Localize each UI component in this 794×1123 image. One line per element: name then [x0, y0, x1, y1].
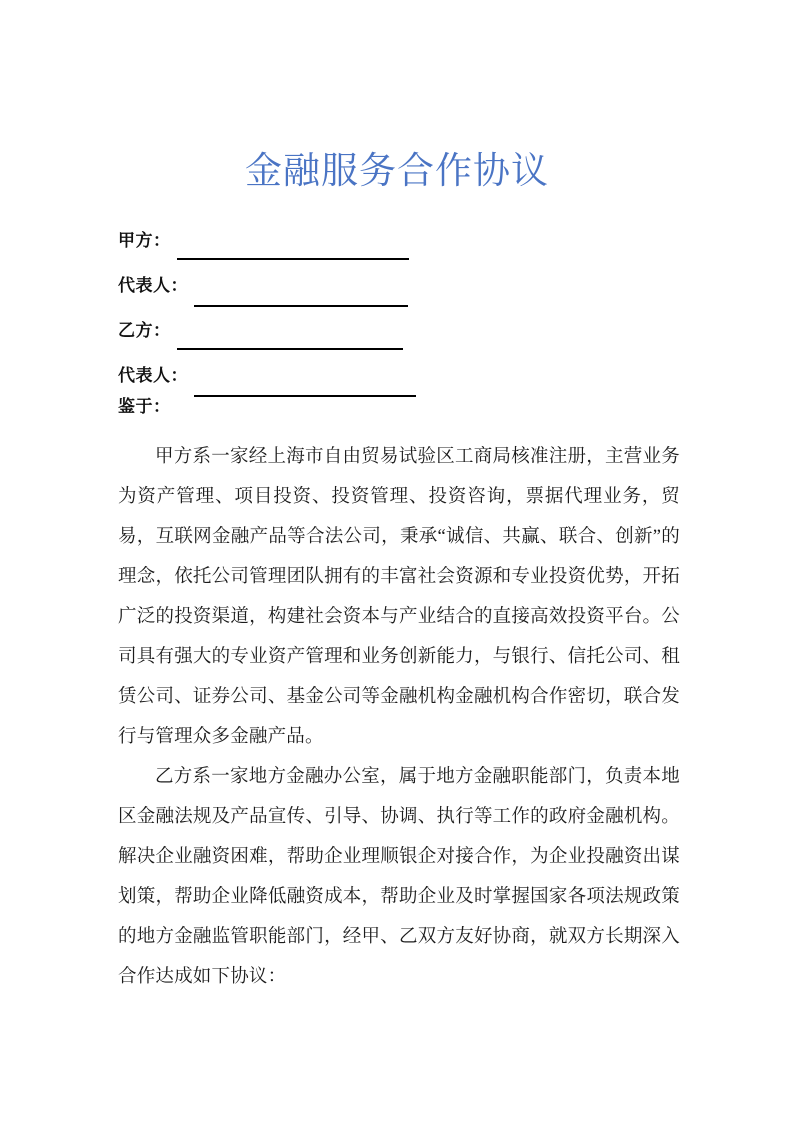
recital-heading: 鉴于： [118, 397, 171, 416]
field-row-representative-a [118, 273, 678, 318]
recital-body [118, 437, 680, 997]
field-label-representative-b: 代表人： [118, 366, 188, 385]
field-rule-representative-a[interactable] [194, 305, 408, 307]
field-label-party-a: 甲方： [118, 231, 171, 250]
field-label-party-b: 乙方： [118, 321, 171, 340]
paragraph-party-a-description: 甲方系一家经上海市自由贸易试验区工商局核准注册，主营业务为资产管理、项目投资、投资管理、投资咨询，票据代理业务，贸易，互联网金融产品等合法公司，秉承“诚信、共赢、联合、创新”的理念，依托公司管理团队拥有的丰富社会资源和专业投资优势，开拓广泛的投资渠道，构建社会资本与产业结合的直接高效投资平台。公司具有强大的专业资产管理和业务创新能力，与银行、信托公司、租赁公司、证券公司、基金公司等金融机构金融机构合作密切，联合发行与管理众多金融产品。 [118, 447, 680, 747]
party-fields [118, 228, 678, 408]
field-row-party-a [118, 228, 678, 273]
field-label-representative-a: 代表人： [118, 276, 188, 295]
field-row-party-b [118, 318, 678, 363]
field-rule-representative-b[interactable] [194, 395, 416, 397]
paragraph-party-b-description: 乙方系一家地方金融办公室，属于地方金融职能部门，负责本地区金融法规及产品宣传、引导、协调、执行等工作的政府金融机构。解决企业融资困难，帮助企业理顺银企对接合作，为企业投融资出谋划策，帮助企业降低融资成本，帮助企业及时掌握国家各项法规政策的地方金融监管职能部门，经甲、乙双方友好协商，就双方长期深入合作达成如下协议： [118, 767, 680, 987]
field-rule-party-a[interactable] [177, 258, 409, 260]
field-row-representative-b [118, 363, 678, 408]
page-title: 金融服务合作协议 [245, 150, 549, 192]
field-rule-party-b[interactable] [177, 348, 403, 350]
